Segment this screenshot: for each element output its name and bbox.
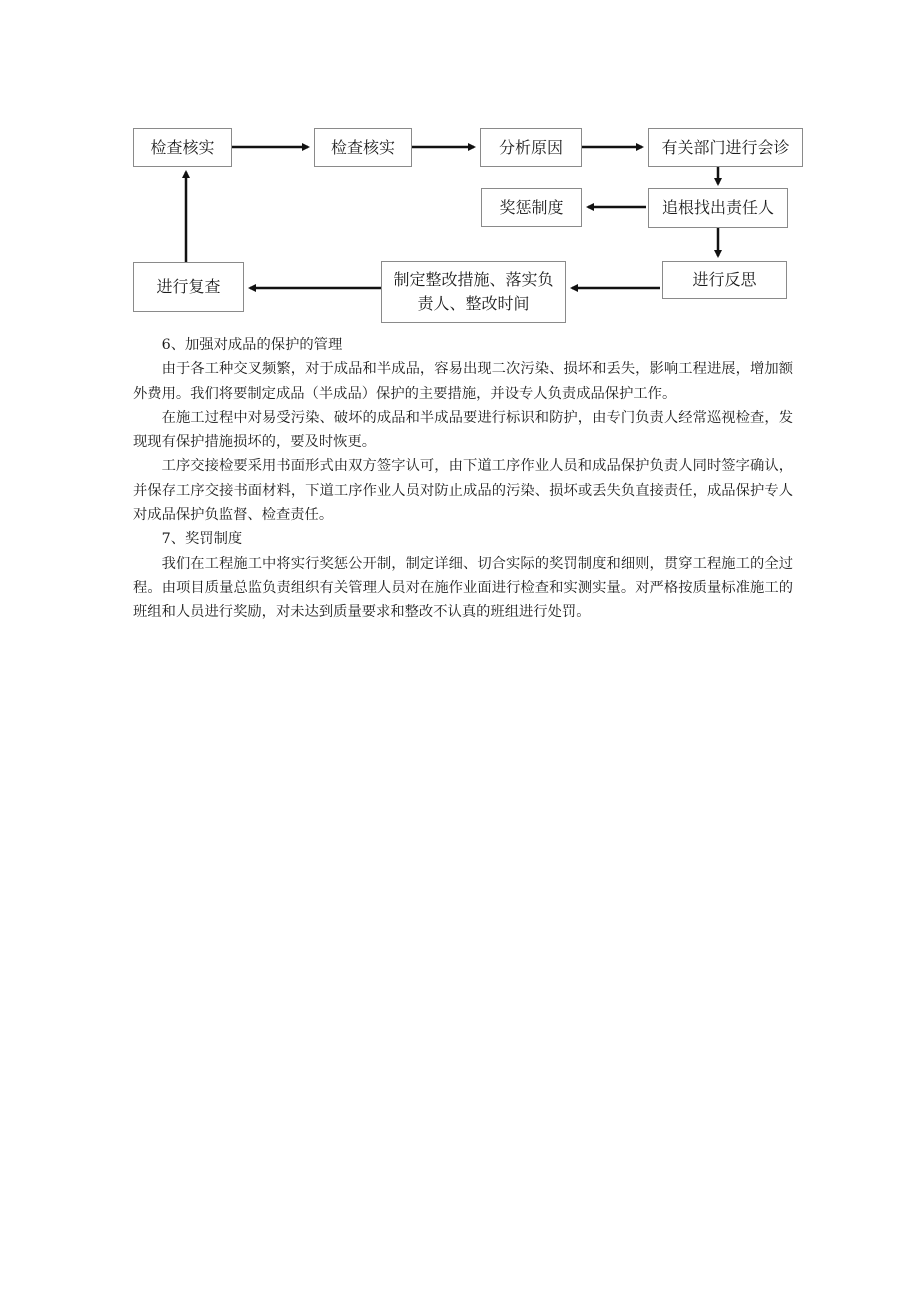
node-reward-label: 奖惩制度 [499, 197, 564, 217]
flowchart [0, 0, 920, 330]
node-measures [381, 261, 566, 323]
node-reflect-label: 进行反思 [692, 270, 757, 289]
section-6-paragraph-1: 由于各工种交叉频繁，对于成品和半成品，容易出现二次污染、损坏和丢失，影响工程进展，增加额外费用。我们将要制定成品（半成品）保护的主要措施，并设专人负责成品保护工作。 [133, 361, 793, 402]
node-reward [481, 188, 582, 227]
node-measures-label-line1: 制定整改措施、落实负 [393, 270, 554, 289]
node-check2-label: 检查核实 [330, 137, 395, 157]
node-trace-label: 追根找出责任人 [661, 198, 774, 217]
node-review [133, 262, 244, 312]
section-7-heading: 7、奖罚制度 [161, 531, 243, 548]
document-body [133, 333, 793, 625]
node-trace [648, 188, 788, 228]
node-analyze [480, 128, 582, 167]
node-consult-label: 有关部门进行会诊 [661, 137, 790, 157]
section-6-heading: 6、加强对成品的保护的管理 [161, 337, 343, 353]
node-check2 [314, 128, 412, 167]
node-reflect [662, 261, 787, 299]
node-check1 [133, 128, 232, 167]
node-check1-label: 检查核实 [150, 137, 215, 157]
section-7-paragraph-1: 我们在工程施工中将实行奖惩公开制，制定详细、切合实际的奖罚制度和细则，贯穿工程施工的全过程。由项目质量总监负责组织有关管理人员对在施作业面进行检查和实测实量。对严格按质量标准施工的班组和人员进行奖励，对未达到质量要求和整改不认真的班组进行处罚。 [133, 555, 793, 621]
node-measures-label-line2: 责人、整改时间 [417, 294, 530, 313]
node-analyze-label: 分析原因 [498, 137, 563, 157]
section-6-paragraph-3: 工序交接检要采用书面形式由双方签字认可，由下道工序作业人员和成品保护负责人同时签字确认，并保存工序交接书面材料，下道工序作业人员对防止成品的污染、损坏或丢失负直接责任，成品保护专人对成品保护负监督、检查责任。 [133, 458, 793, 524]
node-review-label: 进行复查 [156, 277, 221, 296]
section-6-paragraph-2: 在施工过程中对易受污染、破坏的成品和半成品要进行标识和防护，由专门负责人经常巡视检查，发现现有保护措施损坏的，要及时恢更。 [133, 409, 793, 451]
node-consult [648, 128, 803, 167]
